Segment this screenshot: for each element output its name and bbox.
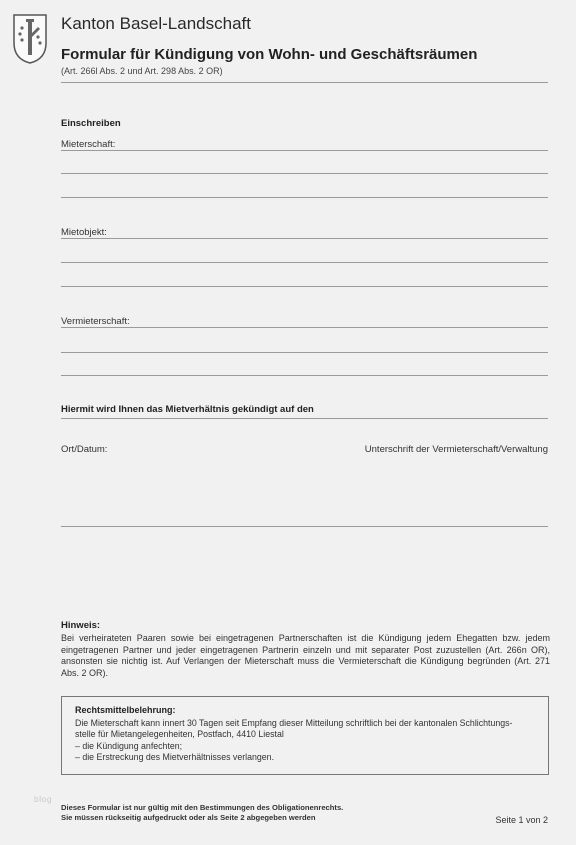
footer-line-2: Sie müssen rückseitig aufgedruckt oder als Seite 2 abgegeben werden [61,813,316,822]
rechtsmittel-line-1: Die Mieterschaft kann innert 30 Tagen seit Empfang dieser Mitteilung schriftlich bei der kantonalen Schlichtungs- [75,718,513,728]
watermark-text: blog [34,794,53,804]
mieterschaft-line-1[interactable] [61,150,548,151]
canton-name: Kanton Basel-Landschaft [61,14,251,33]
footer-note [61,803,343,823]
vermieterschaft-line-2[interactable] [61,352,548,353]
rechtsmittel-title: Rechtsmittelbelehrung: [75,705,176,715]
kuendigung-label: Hiermit wird Ihnen das Mietverhältnis gekündigt auf den [61,404,314,415]
ort-datum-label: Ort/Datum: [61,444,108,455]
mieterschaft-line-2[interactable] [61,173,548,174]
page-title: Formular für Kündigung von Wohn- und Geschäftsräumen [61,46,478,63]
mieterschaft-label: Mieterschaft: [61,139,116,150]
page-number: Seite 1 von 2 [495,815,548,825]
rechtsmittel-box [61,696,549,775]
rechtsmittel-text [75,718,537,763]
vermieterschaft-line-1[interactable] [61,327,548,328]
einschreiben-label: Einschreiben [61,118,121,129]
mietobjekt-line-3[interactable] [61,286,548,287]
signature-line[interactable] [61,526,548,527]
signature-label: Unterschrift der Vermieterschaft/Verwaltung [364,444,548,455]
hinweis-title: Hinweis: [61,620,101,631]
hinweis-text: Bei verheirateten Paaren sowie bei eingetragenen Partnerschaften ist die Kündigung jedem Ehegatten bzw. jedem eingetragenen Partner und jeder eingetragenen Partnerin einzeln und mit separater Post zuzustellen (Art. 266n OR), ansonsten sie nichtig ist. Auf Verlangen der Mieterschaft muss die Vermieterschaft die Kündigung begründen (Art. 271 Abs. 2 OR). [61,633,550,678]
page-subtitle: (Art. 266l Abs. 2 und Art. 298 Abs. 2 OR) [61,66,223,76]
mietobjekt-line-1[interactable] [61,238,548,239]
rechtsmittel-line-3: – die Kündigung anfechten; [75,740,183,751]
kuendigung-date-line[interactable] [61,418,548,419]
rechtsmittel-line-2: stelle für Mietangelegenheiten, Postfach, 4410 Liestal [75,729,284,740]
rechtsmittel-line-4: – die Erstreckung des Mietverhältnisses verlangen. [75,751,275,762]
mieterschaft-line-3[interactable] [61,197,548,198]
basel-landschaft-crest-icon [12,13,48,65]
vermieterschaft-label: Vermieterschaft: [61,316,130,327]
footer-line-1: Dieses Formular ist nur gültig mit den Bestimmungen des Obligationenrechts. [61,803,344,812]
vermieterschaft-line-3[interactable] [61,375,548,376]
mietobjekt-label: Mietobjekt: [61,227,107,238]
header-divider [61,82,548,83]
mietobjekt-line-2[interactable] [61,262,548,263]
